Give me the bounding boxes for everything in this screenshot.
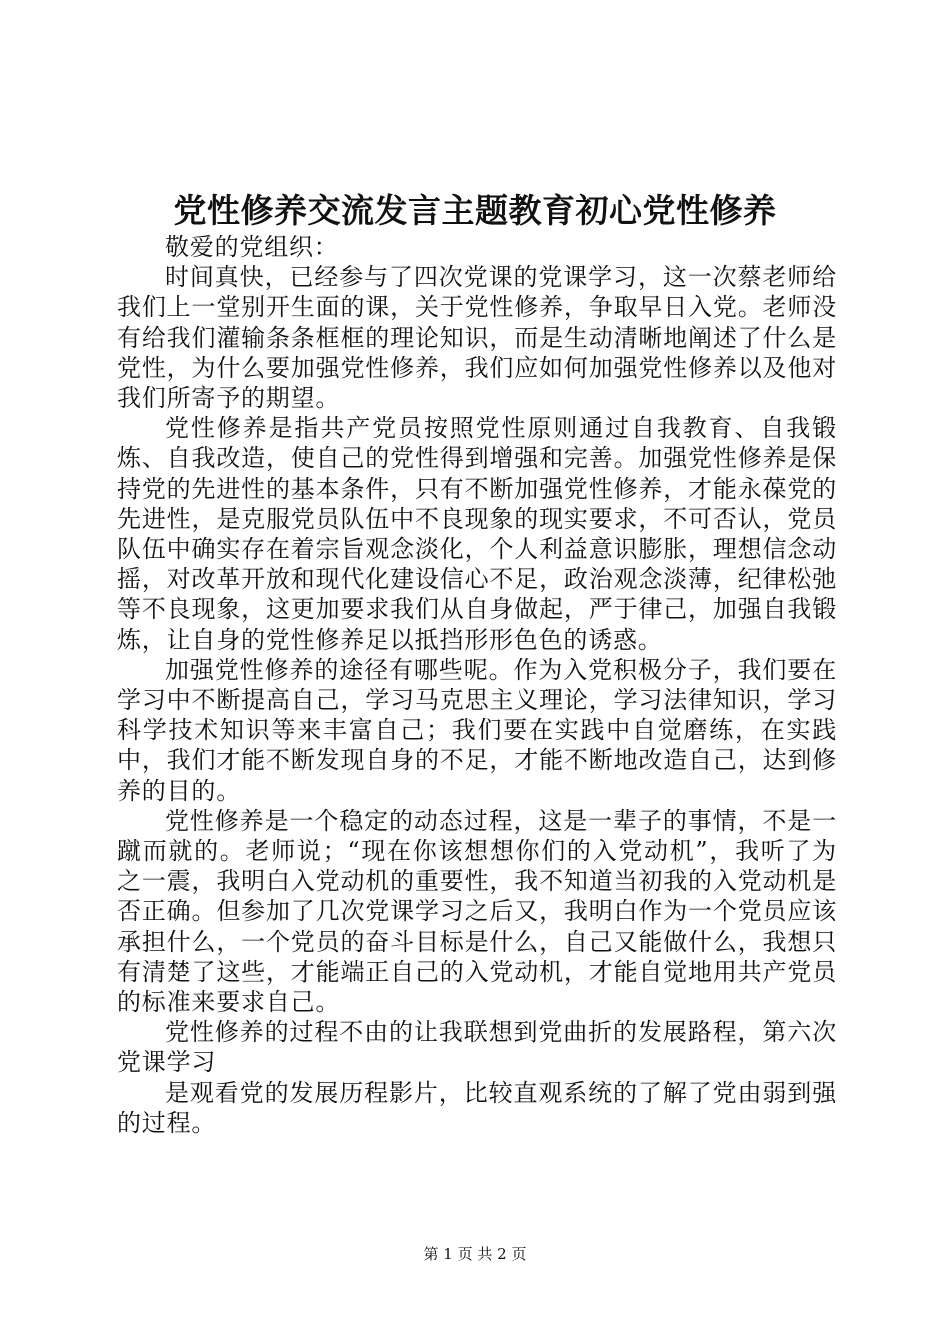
document-body xyxy=(117,232,837,1138)
paragraph-4: 党性修养是一个稳定的动态过程，这是一辈子的事情，不是一蹴而就的。老师说；“现在你该想想你们的入党动机”，我听了为之一震，我明白入党动机的重要性，我不知道当初我的入党动机是否正确。但参加了几次党课学习之后又，我明白作为一个党员应该承担什么，一个党员的奋斗目标是什么，自己又能做什么，我想只有清楚了这些，才能端正自己的入党动机，才能自觉地用共产党员的标准来要求自己。 xyxy=(117,806,837,1017)
salutation: 敬爱的党组织： xyxy=(165,233,339,261)
paragraph-1: 时间真快，已经参与了四次党课的党课学习，这一次蔡老师给我们上一堂别开生面的课，关于党性修养，争取早日入党。老师没有给我们灌输条条框框的理论知识，而是生动清晰地阐述了什么是党性，为什么要加强党性修养，我们应如何加强党性修养以及他对我们所寄予的期望。 xyxy=(117,263,837,413)
paragraph-6: 是观看党的发展历程影片，比较直观系统的了解了党由弱到强的过程。 xyxy=(117,1078,837,1137)
paragraph-3: 加强党性修养的途径有哪些呢。作为入党积极分子，我们要在学习中不断提高自己，学习马克思主义理论，学习法律知识，学习科学技术知识等来丰富自己；我们要在实践中自觉磨练，在实践中，我们才能不断发现自身的不足，才能不断地改造自己，达到修养的目的。 xyxy=(117,655,837,805)
page-footer: 第 1 页 共 2 页 xyxy=(423,1245,527,1263)
paragraph-5: 党性修养的过程不由的让我联想到党曲折的发展路程，第六次党课学习 xyxy=(117,1018,837,1077)
paragraph-2: 党性修养是指共产党员按照党性原则通过自我教育、自我锻炼、自我改造，使自己的党性得到增强和完善。加强党性修养是保持党的先进性的基本条件，只有不断加强党性修养，才能永葆党的先进性，是克服党员队伍中不良现象的现实要求，不可否认，党员队伍中确实存在着宗旨观念淡化，个人利益意识膨胀，理想信念动摇，对改革开放和现代化建设信心不足，政治观念淡薄，纪律松弛等不良现象，这更加要求我们从自身做起，严于律己，加强自我锻炼，让自身的党性修养足以抵挡形形色色的诱惑。 xyxy=(117,414,837,654)
document-title: 党性修养交流发言主题教育初心党性修养 xyxy=(173,191,777,230)
